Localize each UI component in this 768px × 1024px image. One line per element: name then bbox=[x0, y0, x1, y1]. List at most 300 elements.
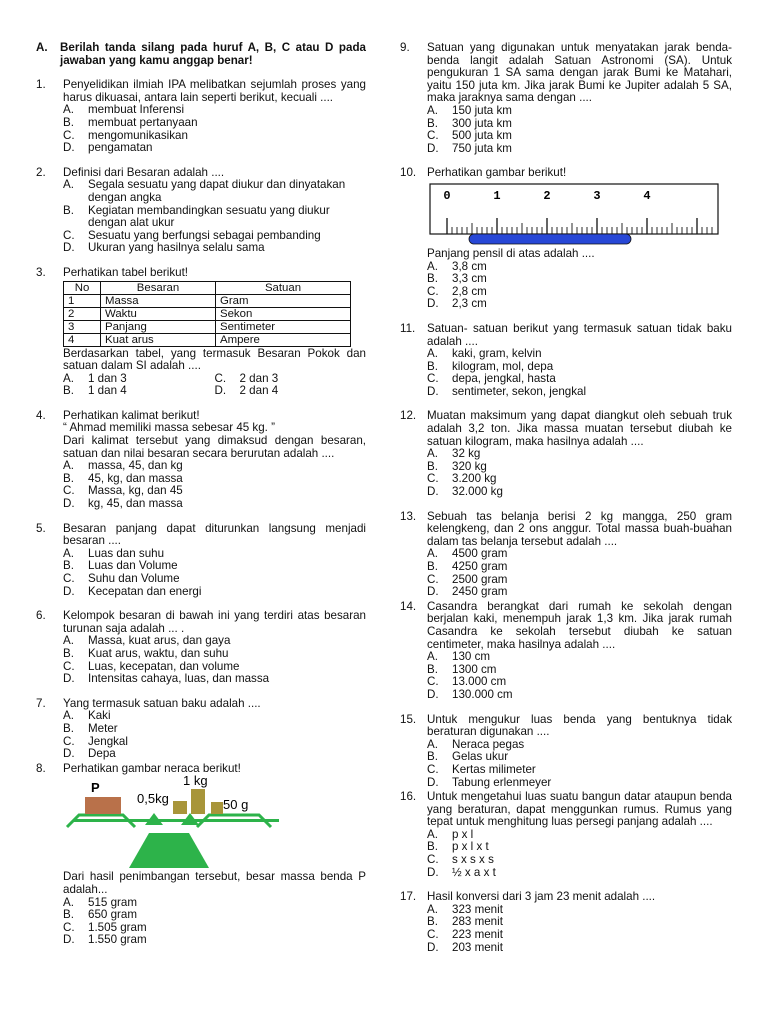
question-number: 16. bbox=[400, 790, 417, 804]
object-p-label: P bbox=[91, 780, 100, 796]
option-letter: A. bbox=[427, 737, 438, 751]
question-6 bbox=[36, 610, 366, 686]
question-number: 4. bbox=[36, 408, 46, 422]
question-number: 10. bbox=[400, 166, 417, 180]
answer-option-c[interactable] bbox=[427, 130, 732, 143]
table-header: Satuan bbox=[216, 281, 351, 294]
answer-option-a[interactable] bbox=[427, 651, 732, 664]
answer-option-d[interactable] bbox=[63, 142, 366, 155]
table-cell: Gram bbox=[216, 294, 351, 307]
option-text: 2,3 cm bbox=[452, 297, 487, 311]
weight-1kg bbox=[191, 789, 205, 814]
question-stem: Besaran panjang dapat diturunkan langsung menjadi besaran .... bbox=[63, 521, 366, 548]
question-stem-2: Berdasarkan tabel, yang termasuk Besaran Pokok dan satuan dalam SI adalah .... bbox=[63, 346, 366, 373]
question-stem: Muatan maksimum yang dapat diangkut oleh sebuah truk adalah 3,2 ton. Jika massa muatan tersebut diubah ke satuan kilogram, maka hasilnya adalah .... bbox=[427, 409, 732, 448]
option-letter: C. bbox=[427, 372, 439, 386]
question-stem: Satuan- satuan berikut yang termasuk satuan tidak baku adalah .... bbox=[427, 321, 732, 348]
answer-option-b[interactable] bbox=[63, 723, 366, 736]
answer-option-d[interactable] bbox=[63, 498, 366, 511]
question-stem: Casandra berangkat dari rumah ke sekolah dengan berjalan kaki, menempuh jarak 1,3 km. Jika jarak rumah Casandra ke sekolah tersebut diubah ke satuan centimeter, maka hasilnya adalah .... bbox=[427, 599, 732, 651]
answer-options bbox=[63, 710, 366, 760]
instruction-text: Berilah tanda silang pada huruf A, B, C atau D pada jawaban yang kamu anggap benar! bbox=[60, 41, 366, 67]
option-text: Kecepatan dan energi bbox=[88, 584, 202, 598]
option-letter: B. bbox=[427, 840, 438, 854]
option-text: 32 kg bbox=[452, 447, 481, 461]
option-letter: C. bbox=[63, 659, 75, 673]
option-text: Kaki bbox=[88, 709, 111, 723]
option-letter: C. bbox=[427, 675, 439, 689]
option-text: 150 juta km bbox=[452, 103, 512, 117]
question-13 bbox=[400, 511, 732, 599]
option-text: 32.000 kg bbox=[452, 485, 503, 499]
option-text: 650 gram bbox=[88, 908, 137, 922]
option-letter: D. bbox=[63, 933, 75, 947]
table-cell: Sentimeter bbox=[216, 320, 351, 333]
balance-beam bbox=[73, 819, 279, 822]
option-letter: D. bbox=[63, 497, 75, 511]
option-letter: D. bbox=[214, 384, 227, 398]
option-letter: B. bbox=[63, 559, 74, 573]
option-text: 2 dan 4 bbox=[239, 384, 279, 398]
weight-50g bbox=[211, 802, 223, 814]
answer-options bbox=[63, 373, 366, 398]
option-letter: C. bbox=[427, 853, 439, 867]
answer-options bbox=[427, 904, 732, 954]
option-text: membuat Inferensi bbox=[88, 103, 185, 117]
option-letter: D. bbox=[63, 672, 75, 686]
option-text: ½ x a x t bbox=[452, 865, 496, 879]
option-text: mengomunikasikan bbox=[88, 128, 188, 142]
question-body bbox=[63, 79, 366, 155]
option-text: Massa, kg, dan 45 bbox=[88, 484, 183, 498]
option-text: Massa, kuat arus, dan gaya bbox=[88, 634, 231, 648]
answer-option-d[interactable] bbox=[427, 867, 732, 880]
question-stem: Perhatikan gambar berikut! bbox=[427, 166, 567, 180]
question-body bbox=[63, 167, 366, 255]
option-letter: C. bbox=[63, 128, 75, 142]
answer-option-b[interactable] bbox=[63, 385, 215, 398]
option-text: Neraca pegas bbox=[452, 737, 525, 751]
ruler-body bbox=[430, 184, 718, 234]
question-stem: Untuk mengukur luas benda yang bentuknya tidak beraturan digunakan .... bbox=[427, 712, 732, 739]
question-1 bbox=[36, 79, 366, 155]
option-text: Jengkal bbox=[88, 734, 128, 748]
option-letter: A. bbox=[427, 547, 438, 561]
question-body bbox=[427, 511, 732, 599]
answer-option-d[interactable] bbox=[427, 777, 732, 790]
option-letter: C. bbox=[427, 472, 439, 486]
question-body bbox=[427, 791, 732, 879]
question-12 bbox=[400, 410, 732, 498]
question-stem-2: Dari hasil penimbangan tersebut, besar massa benda P adalah... bbox=[63, 870, 366, 896]
answer-options bbox=[63, 635, 366, 685]
table-row bbox=[64, 333, 351, 346]
option-letter: B. bbox=[427, 272, 438, 286]
question-number: 5. bbox=[36, 521, 46, 535]
option-text: Sesuatu yang berfungsi sebagai pembanding bbox=[88, 228, 321, 242]
answer-option-b[interactable] bbox=[427, 561, 732, 574]
answer-options bbox=[63, 897, 366, 947]
question-stem-2: Dari kalimat tersebut yang dimaksud dengan besaran, satuan dan nilai besaran secara berurutan adalah .... bbox=[63, 434, 366, 460]
option-text: kg, 45, dan massa bbox=[88, 497, 183, 511]
option-text: Suhu dan Volume bbox=[88, 572, 180, 585]
question-number: 7. bbox=[36, 696, 46, 710]
question-number: 13. bbox=[400, 509, 417, 523]
ruler-label: 4 bbox=[643, 188, 651, 203]
table-cell: Sekon bbox=[216, 307, 351, 320]
answer-option-d[interactable] bbox=[215, 385, 367, 398]
question-body bbox=[427, 410, 732, 498]
question-number: 12. bbox=[400, 409, 417, 423]
option-letter: D. bbox=[427, 384, 439, 398]
answer-option-a[interactable] bbox=[63, 373, 215, 386]
question-3 bbox=[36, 267, 366, 398]
option-letter: D. bbox=[63, 241, 75, 255]
question-body bbox=[427, 714, 732, 790]
option-letter: D. bbox=[427, 940, 439, 954]
answer-options bbox=[63, 179, 366, 255]
answer-option-b[interactable] bbox=[427, 273, 732, 286]
table-cell: Waktu bbox=[101, 307, 216, 320]
answer-option-d[interactable] bbox=[427, 486, 732, 499]
quoted-sentence: “ Ahmad memiliki massa sebesar 45 kg. ” bbox=[63, 421, 275, 435]
option-text: p x l x t bbox=[452, 840, 489, 854]
option-letter: A. bbox=[63, 709, 74, 723]
option-text: 2 dan 3 bbox=[239, 371, 279, 385]
ruler-label: 3 bbox=[593, 188, 601, 203]
ruler-label: 1 bbox=[493, 188, 501, 203]
answer-options bbox=[427, 105, 732, 155]
option-letter: D. bbox=[427, 775, 439, 789]
option-letter: C. bbox=[427, 572, 439, 586]
option-letter: D. bbox=[427, 141, 439, 155]
question-stem: Definisi dari Besaran adalah .... bbox=[63, 165, 225, 179]
answer-option-c[interactable] bbox=[427, 373, 732, 386]
option-text: 323 menit bbox=[452, 902, 503, 916]
option-letter: C. bbox=[427, 284, 439, 298]
option-text: 1 dan 3 bbox=[88, 371, 127, 385]
question-body bbox=[427, 323, 732, 399]
option-letter: B. bbox=[427, 359, 438, 373]
question-stem: Satuan yang digunakan untuk menyatakan jarak benda-benda langit adalah Satuan Astronomi (SA). Untuk pengukuran 1 SA sama dengan jarak Bumi ke Matahari, yaitu 150 juta km. Jika jarak Bumi ke Jupiter adalah 5 SA, maka jaraknya sama dengan .... bbox=[427, 41, 732, 105]
ruler-label: 2 bbox=[543, 188, 551, 203]
answer-options bbox=[427, 348, 732, 398]
option-letter: B. bbox=[427, 560, 438, 573]
option-text: 2500 gram bbox=[452, 572, 508, 586]
option-letter: C. bbox=[214, 371, 227, 385]
option-letter: C. bbox=[63, 920, 75, 934]
answer-option-d[interactable] bbox=[427, 143, 732, 156]
option-letter: A. bbox=[427, 259, 438, 273]
question-16 bbox=[400, 791, 732, 879]
question-7 bbox=[36, 698, 366, 761]
option-text: 515 gram bbox=[88, 895, 137, 909]
answer-option-c[interactable] bbox=[427, 929, 732, 942]
answer-option-c[interactable] bbox=[427, 764, 732, 777]
answer-option-b[interactable] bbox=[63, 205, 366, 230]
option-text: 13.000 cm bbox=[452, 675, 507, 689]
table-cell: 1 bbox=[64, 294, 101, 307]
option-letter: B. bbox=[427, 662, 438, 676]
right-column bbox=[400, 42, 732, 966]
option-letter: D. bbox=[63, 584, 75, 598]
question-stem: Perhatikan gambar neraca berikut! bbox=[63, 761, 241, 775]
option-letter: B. bbox=[63, 203, 74, 217]
question-number: 15. bbox=[400, 712, 417, 726]
weight-label: 50 g bbox=[223, 797, 249, 813]
answer-option-d[interactable] bbox=[427, 689, 732, 702]
answer-option-b[interactable] bbox=[63, 909, 366, 922]
answer-option-a[interactable] bbox=[63, 460, 366, 473]
table-cell: Kuat arus bbox=[101, 333, 216, 346]
question-stem: Perhatikan tabel berikut! bbox=[63, 265, 189, 279]
option-text: 203 menit bbox=[452, 940, 503, 954]
option-text: pengamatan bbox=[88, 141, 153, 155]
option-text: Intensitas cahaya, luas, dan massa bbox=[88, 672, 270, 686]
table-cell: Panjang bbox=[101, 320, 216, 333]
option-letter: A. bbox=[63, 634, 74, 648]
left-column bbox=[36, 42, 366, 959]
ruler-figure bbox=[427, 180, 732, 248]
question-stem: Untuk mengetahui luas suatu bangun datar ataupun benda yang beraturan, dapat menggunkan rumus. Rumus yang tepat untuk menghitung luas persegi panjang adalah .... bbox=[427, 790, 732, 829]
question-body bbox=[63, 523, 366, 599]
option-text: Luas, kecepatan, dan volume bbox=[88, 659, 240, 673]
question-body bbox=[427, 42, 732, 155]
option-text: Tabung erlenmeyer bbox=[452, 775, 552, 789]
option-text: 1 dan 4 bbox=[88, 384, 127, 398]
option-text: 4500 gram bbox=[452, 547, 508, 561]
answer-options bbox=[427, 261, 732, 311]
question-stem: Hasil konversi dari 3 jam 23 menit adalah .... bbox=[427, 890, 656, 904]
answer-options bbox=[427, 651, 732, 701]
answer-option-a[interactable] bbox=[427, 448, 732, 461]
option-letter: D. bbox=[427, 297, 439, 311]
option-text: Luas dan Volume bbox=[88, 559, 178, 573]
question-stem: Kelompok besaran di bawah ini yang terdiri atas besaran turunan saja adalah ... . bbox=[63, 609, 366, 635]
option-text: Kegiatan membandingkan sesuatu yang diukur dengan alat ukur bbox=[88, 203, 330, 230]
ruler-label: 0 bbox=[443, 188, 451, 203]
option-letter: A. bbox=[427, 347, 438, 361]
option-text: 3,3 cm bbox=[452, 272, 487, 286]
table-cell: Ampere bbox=[216, 333, 351, 346]
weight-label: 0,5kg bbox=[137, 791, 169, 807]
answer-option-d[interactable] bbox=[427, 298, 732, 311]
answer-option-d[interactable] bbox=[427, 586, 732, 599]
answer-option-b[interactable] bbox=[63, 117, 366, 130]
option-letter: A. bbox=[63, 895, 74, 909]
question-2 bbox=[36, 167, 366, 255]
option-text: depa, jengkal, hasta bbox=[452, 372, 556, 386]
answer-options bbox=[63, 460, 366, 510]
table-cell: Massa bbox=[101, 294, 216, 307]
object-p bbox=[85, 797, 121, 814]
option-letter: A. bbox=[427, 103, 438, 117]
answer-options bbox=[427, 448, 732, 498]
answer-option-d[interactable] bbox=[63, 934, 366, 947]
question-number: 11. bbox=[400, 321, 416, 335]
option-text: 2450 gram bbox=[452, 585, 508, 599]
answer-option-c[interactable] bbox=[427, 854, 732, 867]
answer-option-a[interactable] bbox=[63, 179, 366, 204]
option-letter: C. bbox=[63, 572, 75, 585]
option-letter: C. bbox=[63, 484, 75, 498]
answer-option-a[interactable] bbox=[427, 348, 732, 361]
option-text: 1.550 gram bbox=[88, 933, 147, 947]
besaran-table bbox=[63, 281, 351, 347]
answer-option-d[interactable] bbox=[63, 748, 366, 761]
option-text: 4250 gram bbox=[452, 560, 508, 573]
option-letter: B. bbox=[427, 116, 438, 130]
option-letter: A. bbox=[63, 459, 74, 473]
option-letter: A. bbox=[63, 103, 74, 117]
answer-option-c[interactable] bbox=[215, 373, 367, 386]
question-stem: Perhatikan kalimat berikut! bbox=[63, 408, 200, 422]
option-text: 3.200 kg bbox=[452, 472, 497, 486]
option-letter: D. bbox=[427, 485, 439, 499]
option-text: 130.000 cm bbox=[452, 687, 513, 701]
option-text: 130 cm bbox=[452, 650, 491, 664]
table-cell: 4 bbox=[64, 333, 101, 346]
table-row bbox=[64, 307, 351, 320]
option-text: 500 juta km bbox=[452, 129, 512, 143]
option-letter: D. bbox=[427, 585, 439, 599]
question-9 bbox=[400, 42, 732, 155]
answer-options bbox=[427, 829, 732, 879]
option-text: massa, 45, dan kg bbox=[88, 459, 183, 473]
question-14 bbox=[400, 601, 732, 702]
option-letter: B. bbox=[63, 908, 74, 922]
pencil bbox=[469, 234, 631, 244]
option-letter: C. bbox=[427, 762, 439, 776]
option-letter: B. bbox=[427, 750, 438, 764]
answer-option-d[interactable] bbox=[427, 386, 732, 399]
option-text: s x s x s bbox=[452, 853, 494, 867]
question-body bbox=[63, 610, 366, 686]
answer-option-d[interactable] bbox=[63, 673, 366, 686]
question-15 bbox=[400, 714, 732, 790]
question-8 bbox=[36, 763, 366, 947]
answer-option-c[interactable] bbox=[63, 573, 366, 586]
option-text: 45, kg, dan massa bbox=[88, 471, 183, 485]
option-text: sentimeter, sekon, jengkal bbox=[452, 384, 587, 398]
instruction-letter: A. bbox=[36, 41, 48, 54]
question-number: 3. bbox=[36, 265, 46, 279]
option-letter: C. bbox=[63, 734, 75, 748]
question-17 bbox=[400, 891, 732, 954]
table-cell: 3 bbox=[64, 320, 101, 333]
option-text: p x l bbox=[452, 827, 474, 841]
question-stem: Sebuah tas belanja berisi 2 kg mangga, 250 gram kelengkeng, dan 2 ons anggur. Total massa buah-buahan dalam tas belanja tersebut adalah .... bbox=[427, 509, 732, 548]
option-text: Meter bbox=[88, 721, 118, 735]
option-text: 750 juta km bbox=[452, 141, 512, 155]
option-text: Segala sesuatu yang dapat diukur dan dinyatakan dengan angka bbox=[88, 178, 346, 204]
option-letter: C. bbox=[427, 129, 439, 143]
option-text: kaki, gram, kelvin bbox=[452, 347, 542, 361]
answer-options bbox=[427, 739, 732, 789]
table-row bbox=[64, 294, 351, 307]
answer-options bbox=[63, 104, 366, 154]
option-text: Gelas ukur bbox=[452, 750, 509, 764]
option-text: kilogram, mol, depa bbox=[452, 359, 554, 373]
question-number: 2. bbox=[36, 165, 46, 179]
question-4 bbox=[36, 410, 366, 511]
answer-option-a[interactable] bbox=[427, 105, 732, 118]
question-stem-2: Panjang pensil di atas adalah .... bbox=[427, 246, 595, 260]
option-text: 1300 cm bbox=[452, 662, 497, 676]
option-letter: D. bbox=[63, 141, 75, 155]
option-text: 283 menit bbox=[452, 915, 503, 929]
table-header: No bbox=[64, 281, 101, 294]
question-number: 17. bbox=[400, 890, 417, 904]
option-text: 3,8 cm bbox=[452, 259, 487, 273]
option-letter: D. bbox=[427, 687, 439, 701]
option-letter: A. bbox=[427, 827, 438, 841]
question-5 bbox=[36, 523, 366, 599]
table-header: Besaran bbox=[101, 281, 216, 294]
option-text: Depa bbox=[88, 747, 116, 761]
table-row bbox=[64, 320, 351, 333]
option-letter: C. bbox=[63, 228, 75, 242]
question-stem: Yang termasuk satuan baku adalah .... bbox=[63, 696, 261, 710]
option-text: 1.505 gram bbox=[88, 920, 147, 934]
option-letter: B. bbox=[427, 459, 438, 473]
option-letter: A. bbox=[427, 447, 438, 461]
weight-label: 1 kg bbox=[183, 775, 208, 789]
option-letter: B. bbox=[63, 646, 74, 660]
option-letter: C. bbox=[427, 928, 439, 942]
answer-option-d[interactable] bbox=[427, 942, 732, 955]
table-cell: 2 bbox=[64, 307, 101, 320]
option-text: 223 menit bbox=[452, 928, 503, 942]
option-letter: A. bbox=[427, 650, 438, 664]
question-stem: Penyelidikan ilmiah IPA melibatkan sejumlah proses yang harus dikuasai, antara lain seperti berikut, kecuali .... bbox=[63, 78, 366, 104]
option-letter: D. bbox=[427, 865, 439, 879]
answer-option-b[interactable] bbox=[63, 648, 366, 661]
question-body bbox=[63, 698, 366, 761]
option-letter: A. bbox=[63, 178, 74, 192]
option-letter: B. bbox=[63, 384, 74, 398]
answer-option-d[interactable] bbox=[63, 242, 366, 255]
answer-options bbox=[63, 548, 366, 598]
option-text: Ukuran yang hasilnya selalu sama bbox=[88, 241, 265, 255]
option-letter: A. bbox=[63, 546, 74, 560]
option-letter: B. bbox=[63, 115, 74, 129]
question-body bbox=[427, 601, 732, 702]
instruction bbox=[36, 42, 366, 67]
option-letter: B. bbox=[63, 471, 74, 485]
option-text: membuat pertanyaan bbox=[88, 115, 198, 129]
question-number: 9. bbox=[400, 41, 410, 54]
answer-option-d[interactable] bbox=[63, 586, 366, 599]
balance-base bbox=[129, 833, 209, 868]
option-letter: B. bbox=[427, 915, 438, 929]
option-letter: A. bbox=[63, 371, 74, 385]
option-text: 300 juta km bbox=[452, 116, 512, 130]
option-text: Kertas milimeter bbox=[452, 762, 536, 776]
question-11 bbox=[400, 323, 732, 399]
option-letter: B. bbox=[63, 721, 74, 735]
option-letter: A. bbox=[427, 902, 438, 916]
balance-scale-figure bbox=[63, 775, 366, 871]
option-text: 320 kg bbox=[452, 459, 487, 473]
question-10 bbox=[400, 167, 732, 311]
option-text: 2,8 cm bbox=[452, 284, 487, 298]
option-text: Kuat arus, waktu, dan suhu bbox=[88, 646, 229, 660]
option-text: Luas dan suhu bbox=[88, 546, 165, 560]
question-number: 14. bbox=[400, 599, 417, 613]
question-number: 1. bbox=[36, 78, 46, 92]
question-number: 8. bbox=[36, 761, 46, 775]
